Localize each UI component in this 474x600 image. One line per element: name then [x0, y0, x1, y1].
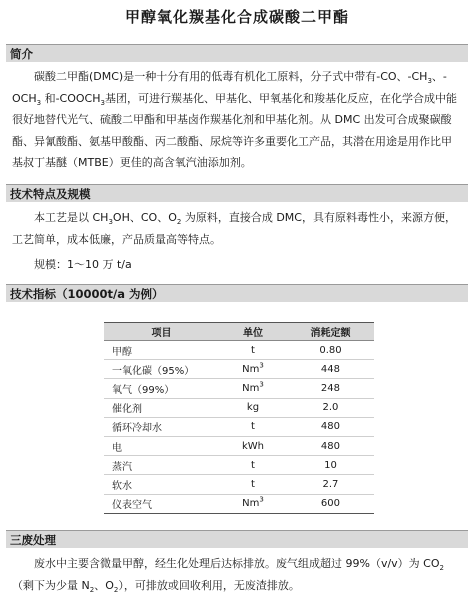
intro-paragraph: 碳酸二甲酯(DMC)是一种十分有用的低毒有机化工原料，分子式中带有-CO、$-CH_3$、$-OCH_3$ 和$-COOCH_3$基团，可进行羰基化、甲基化、甲氧基化和羧基化反应，在化学合成中能很好地替代光气、硫酸二甲酯和甲基卤作羰基化剂和甲基化剂。从 DMC 出发可合成聚碳酸酯、异氰酸酯、氨基甲酸酯、丙二酸酯、尿烷等许多重要化工产品，其潜在用途是用作比甲基叔丁基醚（MTBE）更佳的高含氧汽油添加剂。 [12, 70, 457, 169]
cell-item: 氧气（99%） [104, 379, 219, 398]
cell-unit: kWh [219, 436, 287, 455]
section-heading-intro: 简介 [6, 44, 468, 62]
cell-value: 600 [287, 494, 374, 513]
table-row [104, 360, 374, 379]
column-header-item: 项目 [104, 323, 219, 341]
cell-item: 一氧化碳（95%） [104, 360, 219, 379]
cell-unit: t [219, 341, 287, 360]
cell-unit: t [219, 417, 287, 436]
column-header-consumption: 消耗定额 [287, 323, 374, 341]
cell-value: 480 [287, 436, 374, 455]
section-heading-tech: 技术特点及规模 [6, 184, 468, 202]
cell-item: 蒸汽 [104, 456, 219, 475]
table-row [104, 475, 374, 494]
column-header-unit: 单位 [219, 323, 287, 341]
cell-unit: Nm$^3$ [219, 379, 287, 398]
cell-unit: Nm$^3$ [219, 360, 287, 379]
cell-value: 448 [287, 360, 374, 379]
table-row [104, 398, 374, 417]
cell-item: 仪表空气 [104, 494, 219, 513]
cell-value: 248 [287, 379, 374, 398]
cell-unit: t [219, 456, 287, 475]
cell-item: 循环冷却水 [104, 417, 219, 436]
tech-paragraph: 本工艺是以 $CH_3OH$、CO、$O_2$ 为原料，直接合成 DMC，具有原料毒性小，来源方便，工艺简单，成本低廉，产品质量高等特点。 [12, 211, 456, 246]
table-header-row [104, 323, 374, 341]
spec-table [104, 322, 374, 514]
table-row [104, 494, 374, 513]
waste-paragraph: 废水中主要含微量甲醇，经生化处理后达标排放。废气组成超过 99%（v/v）为 $CO_2$（剩下为少量 $N_2$、$O_2$），可排放或回收利用，无废渣排放。 [12, 557, 444, 594]
section-heading-waste: 三废处理 [6, 530, 468, 548]
cell-unit: t [219, 475, 287, 494]
section-heading-spec: 技术指标（10000t/a 为例） [6, 284, 468, 302]
cell-unit: kg [219, 398, 287, 417]
cell-item: 电 [104, 436, 219, 455]
cell-item: 甲醇 [104, 341, 219, 360]
table-row [104, 341, 374, 360]
cell-value: 2.7 [287, 475, 374, 494]
cell-unit: Nm$^3$ [219, 494, 287, 513]
cell-value: 0.80 [287, 341, 374, 360]
cell-item: 软水 [104, 475, 219, 494]
cell-value: 2.0 [287, 398, 374, 417]
cell-item: 催化剂 [104, 398, 219, 417]
page-title: 甲醇氧化羰基化合成碳酸二甲酯 [124, 8, 349, 26]
cell-value: 480 [287, 417, 374, 436]
cell-value: 10 [287, 456, 374, 475]
table-row [104, 417, 374, 436]
tech-scale: 规模：1～10 万 t/a [34, 258, 132, 271]
table-row [104, 456, 374, 475]
table-row [104, 379, 374, 398]
table-row [104, 436, 374, 455]
